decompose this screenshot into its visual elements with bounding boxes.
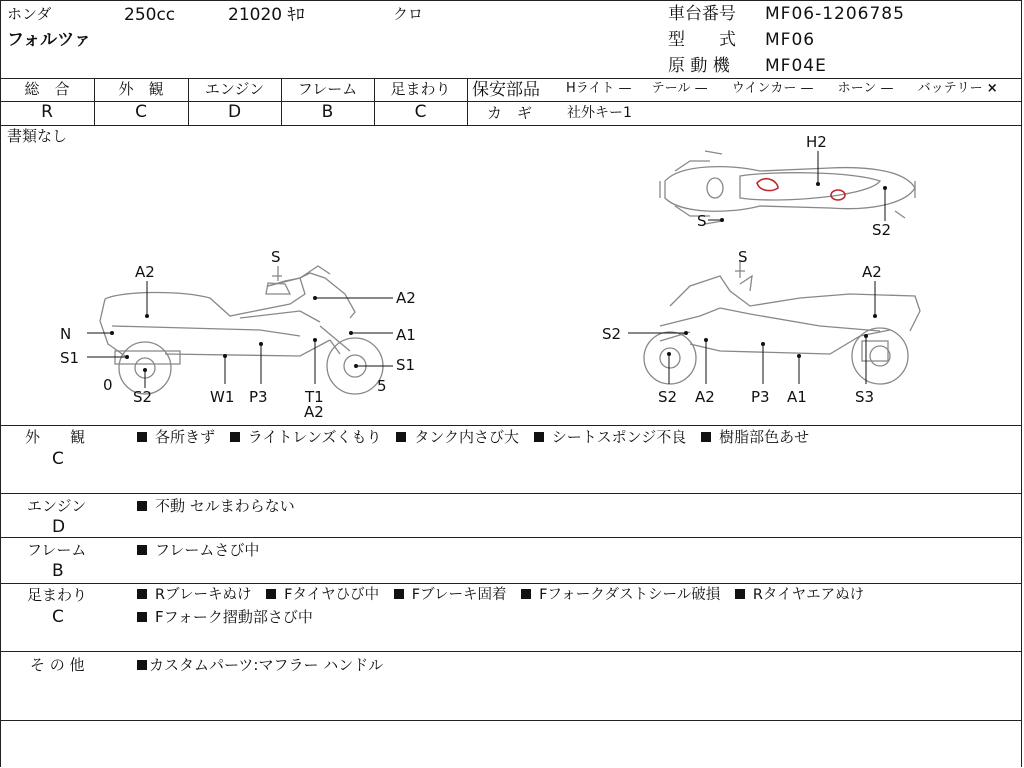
grade-exterior-label: 外 観	[118, 80, 164, 98]
remark-item: タンク内さび大	[396, 428, 519, 446]
divider	[467, 101, 1022, 102]
remark-exterior-grade: C	[52, 449, 64, 469]
frame-no: MF06-1206785	[765, 4, 905, 24]
frame-no-label: 車台番号	[668, 4, 736, 24]
remark-item: カスタムパーツ:マフラー ハンドル	[137, 656, 383, 674]
grade-suspension-label: 足まわり	[390, 80, 451, 98]
key-value: 社外キー1	[567, 105, 632, 121]
divider	[467, 78, 468, 125]
grade-suspension-value: C	[414, 102, 427, 122]
engine-value: MF04E	[765, 56, 827, 76]
label-s2: S2	[658, 388, 678, 406]
remark-frame-label: フレーム	[27, 541, 87, 559]
label-s2: S2	[133, 388, 153, 406]
displacement: 250cc	[124, 5, 176, 25]
label-s: S	[697, 212, 707, 230]
safety-item-horn: ホーン —	[837, 81, 894, 96]
remark-frame-grade: B	[52, 561, 64, 581]
model-name: フォルツァ	[7, 30, 91, 50]
label-s: S	[271, 248, 281, 266]
safety-item-tail: テール —	[651, 81, 708, 96]
safety-label: 保安部品	[472, 80, 540, 100]
divider	[0, 583, 1022, 584]
remark-item: Fフォークダストシール破損	[521, 586, 720, 604]
remark-item: フレームさび中	[137, 541, 259, 559]
remark-item: Fフォーク摺動部さび中	[137, 608, 313, 626]
remark-suspension-label: 足まわり	[27, 586, 88, 604]
remark-frame-items	[137, 541, 269, 559]
remark-engine-label: エンジン	[27, 497, 87, 515]
safety-item-headlight: Hライト —	[566, 81, 632, 96]
label-a2: A2	[304, 403, 324, 421]
type-label: 型 式	[668, 30, 736, 50]
divider	[0, 537, 1022, 538]
remark-item: 樹脂部色あせ	[701, 428, 809, 446]
grade-exterior-value: C	[135, 102, 147, 122]
label-a2: A2	[695, 388, 715, 406]
key-label: カ ギ	[487, 104, 533, 122]
remark-engine-grade: D	[52, 517, 66, 537]
safety-item-battery: バッテリー ×	[917, 81, 998, 96]
remark-other-items	[137, 656, 393, 674]
divider	[0, 720, 1022, 721]
label-s2: S2	[602, 325, 622, 343]
remark-item: Fブレーキ固着	[394, 586, 507, 604]
label-a1: A1	[396, 326, 416, 344]
damage-markings	[757, 179, 845, 200]
label-h2: H2	[806, 133, 827, 151]
safety-item-winker: ウインカー —	[731, 81, 814, 96]
remark-engine-items	[137, 497, 305, 515]
remark-suspension-grade: C	[52, 607, 64, 627]
grade-frame-value: B	[321, 102, 334, 122]
remark-other-label: そ の 他	[30, 656, 85, 674]
remark-item: ライトレンズくもり	[230, 428, 382, 446]
engine-label: 原 動 機	[668, 56, 730, 76]
divider	[0, 493, 1022, 494]
label-zero: 0	[103, 376, 113, 394]
label-w1: W1	[210, 388, 235, 406]
leader-dots	[110, 182, 887, 372]
documents-note: 書類なし	[7, 127, 68, 145]
grade-engine-label: エンジン	[204, 80, 265, 98]
grade-overall-label: 総 合	[24, 80, 70, 98]
remark-item: 各所きず	[137, 428, 215, 446]
label-s2: S2	[872, 221, 892, 239]
label-a2: A2	[135, 263, 155, 281]
remark-item: Rブレーキぬけ	[137, 586, 252, 604]
scooter-side-left	[100, 263, 383, 394]
remark-item: Fタイヤひび中	[266, 586, 379, 604]
label-s3: S3	[855, 388, 875, 406]
remark-suspension-items	[137, 586, 864, 604]
type-value: MF06	[765, 30, 816, 50]
remark-exterior-items	[137, 428, 819, 446]
grade-overall-value: R	[41, 102, 53, 122]
label-a1: A1	[787, 388, 807, 406]
safety-items	[566, 81, 1008, 97]
maker: ホンダ	[7, 5, 52, 23]
divider	[0, 651, 1022, 652]
color: クロ	[393, 5, 424, 23]
grade-frame-label: フレーム	[297, 80, 358, 98]
divider	[0, 78, 1022, 79]
remark-item: Rタイヤエアぬけ	[735, 586, 864, 604]
remark-exterior-label: 外 観	[25, 428, 86, 446]
label-s1: S1	[60, 349, 80, 367]
label-p3: P3	[249, 388, 268, 406]
label-five: 5	[377, 377, 387, 395]
label-p3: P3	[751, 388, 770, 406]
remark-item: シートスポンジ不良	[534, 428, 686, 446]
mileage: 21020 ｷﾛ	[228, 5, 305, 25]
label-s1: S1	[396, 356, 416, 374]
front-wheel-right	[644, 332, 696, 384]
label-t1: T1	[305, 388, 324, 406]
label-n: N	[60, 325, 72, 343]
divider	[0, 425, 1022, 426]
label-s: S	[738, 248, 748, 266]
remark-suspension-items-2	[137, 608, 323, 626]
remark-item: 不動 セルまわらない	[137, 497, 295, 515]
label-a2: A2	[396, 289, 416, 307]
label-a2: A2	[862, 263, 882, 281]
grade-engine-value: D	[227, 102, 242, 122]
